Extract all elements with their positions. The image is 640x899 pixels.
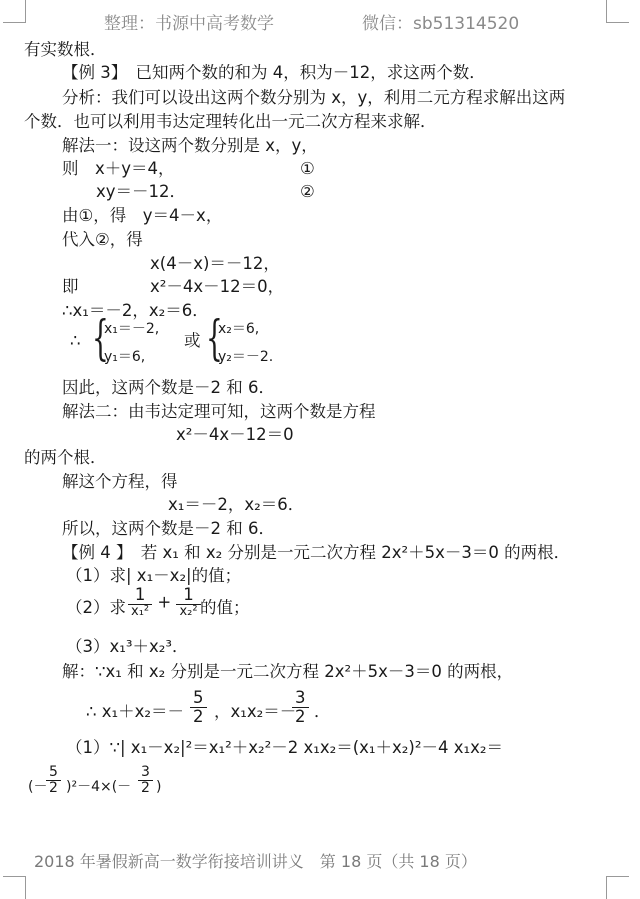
- plus-sign: +: [157, 592, 172, 612]
- equation: x₁＝－2，x₂＝6．: [168, 495, 305, 514]
- fraction-1-over-x2-squared: $\frac{1}{\text{x₂²}}$: [176, 586, 200, 619]
- fraction-5-over-2: $\frac{5}{2}$: [190, 689, 207, 726]
- text-line: 所以，这两个数是－2 和 6．: [62, 519, 275, 538]
- text-line: ∴x₁＝－2，x₂＝6．: [62, 301, 209, 320]
- expr-middle: )²－4×(－: [66, 779, 132, 795]
- corner-mark-top-left: [3, 0, 26, 23]
- text-line: 的两个根．: [24, 448, 107, 467]
- example-3-title: 【例 3】 已知两个数的和为 4，积为－12，求这两个数．: [62, 63, 486, 82]
- fraction-1-over-x1-squared: $\frac{1}{\text{x₁²}}$: [128, 586, 152, 619]
- therefore-symbol: ∴: [70, 331, 81, 350]
- header-title: 整理：书源中高考数学: [104, 14, 274, 34]
- vieta-sum: ∴ x₁＋x₂＝－: [86, 702, 185, 721]
- page-footer: 2018 年暑假新高一数学衔接培训讲义 第 18 页（共 18 页）: [34, 852, 477, 871]
- text-or: 或: [184, 331, 201, 350]
- equation-label-1: ①: [300, 159, 315, 178]
- vieta-product: ，x₁x₂＝－: [214, 702, 297, 721]
- equation-1: 则 x＋y＝4，: [62, 159, 175, 178]
- solution-1: （1）∵| x₁－x₂|²＝x₁²＋x₂²－2 x₁x₂＝(x₁＋x₂)²－4 x₁x₂＝: [66, 738, 503, 757]
- text-line: 解法二：由韦达定理可知，这两个数是方程: [62, 402, 376, 421]
- corner-mark-bottom-left: [3, 876, 26, 899]
- fraction-group: [128, 586, 201, 619]
- period: ．: [314, 702, 331, 721]
- equation: x²－4x－12＝0: [176, 425, 294, 444]
- text-line: 解法一：设这两个数分别是 x，y，: [62, 136, 318, 155]
- text-line: 即: [62, 277, 79, 296]
- system-1-eq-2: y₁＝6,: [104, 349, 146, 365]
- solution-intro: 解：∵x₁ 和 x₂ 分别是一元二次方程 2x²＋5x－3＝0 的两根，: [62, 662, 514, 681]
- equation-label-2: ②: [300, 182, 315, 201]
- example-4-title: 【例 4 】 若 x₁ 和 x₂ 分别是一元二次方程 2x²＋5x－3＝0 的两根．: [62, 543, 571, 562]
- system-2-eq-2: y₂＝－2.: [218, 349, 274, 365]
- text-line: 个数．也可以利用韦达定理转化出一元二次方程来求解．: [24, 112, 437, 131]
- fraction-5-over-2: $\frac{5}{2}$: [46, 765, 61, 797]
- header-wechat: 微信：sb51314520: [362, 14, 520, 34]
- left-brace-icon: {: [92, 310, 109, 366]
- equation: x(4－x)＝－12，: [150, 254, 280, 273]
- fraction-3-over-2: $\frac{3}{2}$: [138, 765, 153, 797]
- text-line: 解这个方程，得: [62, 472, 178, 491]
- system-1-eq-1: x₁＝－2,: [104, 321, 160, 337]
- question-3: （3）x₁³＋x₂³．: [66, 637, 189, 656]
- corner-mark-top-right: [606, 0, 629, 23]
- left-brace-icon: {: [206, 310, 223, 366]
- question-2-label: （2）求: [66, 598, 126, 617]
- system-2-eq-1: x₂＝6,: [218, 321, 260, 337]
- text-line: 有实数根．: [24, 40, 107, 59]
- expr-open: (－: [28, 779, 48, 795]
- expr-close: ): [156, 779, 162, 795]
- question-2-suffix: 的值；: [200, 598, 250, 617]
- text-line: 代入②，得: [62, 230, 143, 249]
- equation-2: xy＝－12．: [96, 182, 187, 201]
- text-line: 分析：我们可以设出这两个数分别为 x，y，利用二元方程求解出这两: [62, 88, 566, 107]
- text-line: 由①，得 y＝4－x，: [62, 206, 223, 225]
- corner-mark-bottom-right: [606, 876, 629, 899]
- equation: x²－4x－12＝0，: [150, 277, 285, 296]
- fraction-3-over-2: $\frac{3}{2}$: [292, 689, 309, 726]
- question-1: （1）求| x₁－x₂|的值；: [66, 566, 242, 585]
- text-line: 因此，这两个数是－2 和 6．: [62, 378, 275, 397]
